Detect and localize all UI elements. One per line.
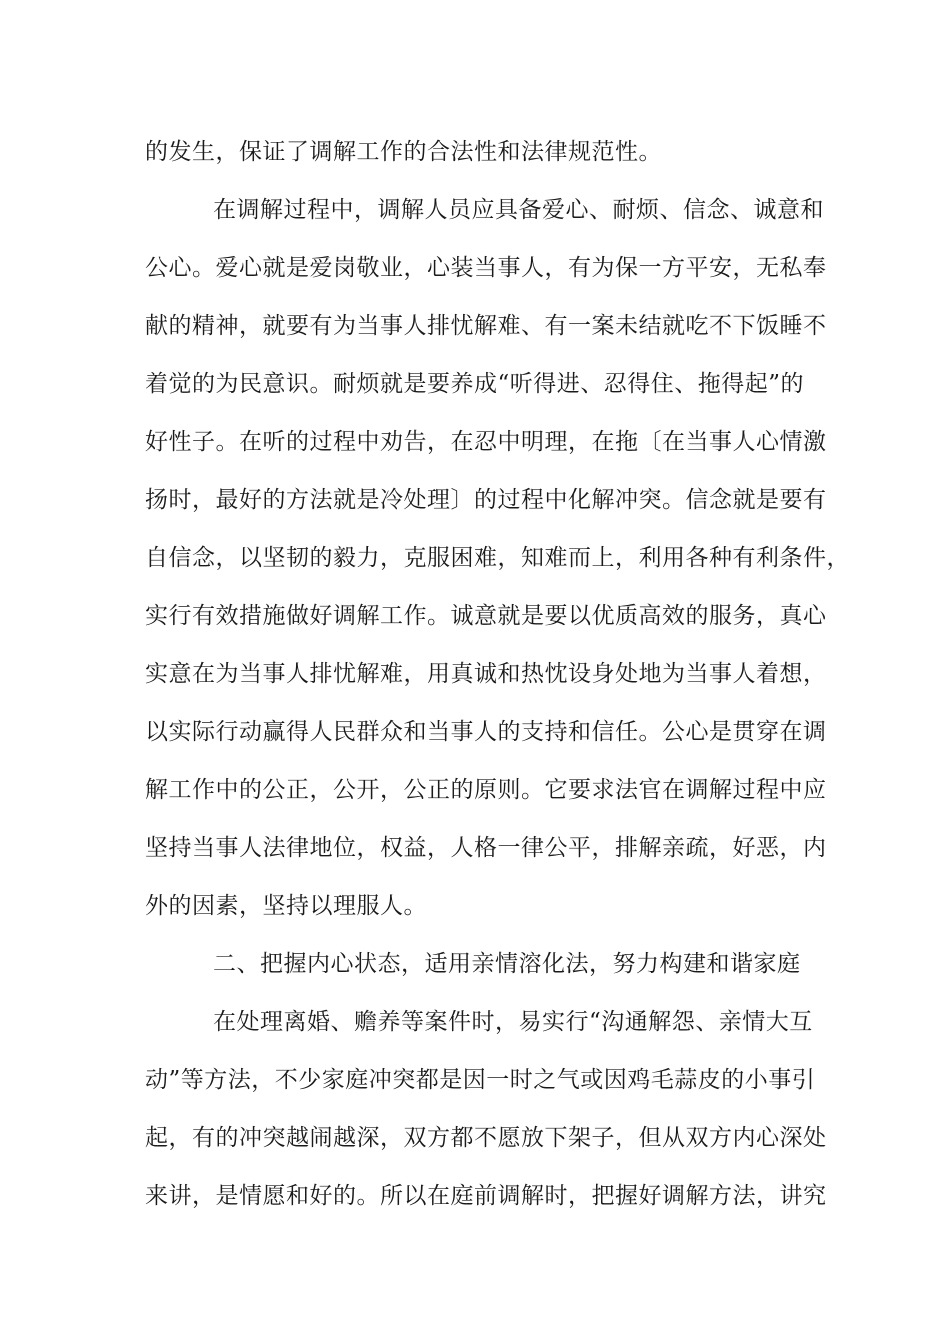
text-line-7: 扬时，最好的方法就是冷处理〕的过程中化解冲突。信念就是要有	[145, 487, 827, 513]
text-line-9: 实行有效措施做好调解工作。诚意就是要以优质高效的服务，真心	[145, 603, 827, 629]
text-line-14: 外的因素，坚持以理服人。	[145, 893, 427, 919]
text-line-4: 献的精神，就要有为当事人排忧解难、有一案未结就吃不下饭睡不	[145, 313, 827, 339]
text-line-17: 动”等方法，不少家庭冲突都是因一时之气或因鸡毛蒜皮的小事引	[145, 1067, 816, 1093]
text-line-3: 公心。爱心就是爱岗敬业，心装当事人，有为保一方平安，无私奉	[145, 255, 827, 281]
text-line-18: 起，有的冲突越闹越深，双方都不愿放下架子，但从双方内心深处	[145, 1125, 827, 1151]
text-line-1: 的发生，保证了调解工作的合法性和法律规范性。	[145, 139, 662, 165]
text-line-11: 以实际行动赢得人民群众和当事人的支持和信任。公心是贯穿在调	[145, 719, 827, 745]
text-line-19: 来讲，是情愿和好的。所以在庭前调解时，把握好调解方法，讲究	[145, 1183, 827, 1209]
text-line-13: 坚持当事人法律地位，权益，人格一律公平，排解亲疏，好恶，内	[145, 835, 827, 861]
text-line-8: 自信念，以坚韧的毅力，克服困难，知难而上，利用各种有利条件，	[145, 545, 850, 571]
paragraph-start-line: 在处理离婚、赡养等案件时，易实行“沟通解怨、亲情大互	[213, 1009, 813, 1035]
text-line-5: 着觉的为民意识。耐烦就是要养成“听得进、忍得住、拖得起”的	[145, 371, 805, 397]
section-heading: 二、把握内心状态，适用亲情溶化法，努力构建和谐家庭	[213, 951, 801, 977]
paragraph-start-line: 在调解过程中，调解人员应具备爱心、耐烦、信念、诚意和	[213, 197, 824, 223]
text-line-6: 好性子。在听的过程中劝告，在忍中明理，在拖〔在当事人心情激	[145, 429, 827, 455]
text-line-10: 实意在为当事人排忧解难，用真诚和热忱设身处地为当事人着想，	[145, 661, 827, 687]
text-line-12: 解工作中的公正，公开，公正的原则。它要求法官在调解过程中应	[145, 777, 827, 803]
